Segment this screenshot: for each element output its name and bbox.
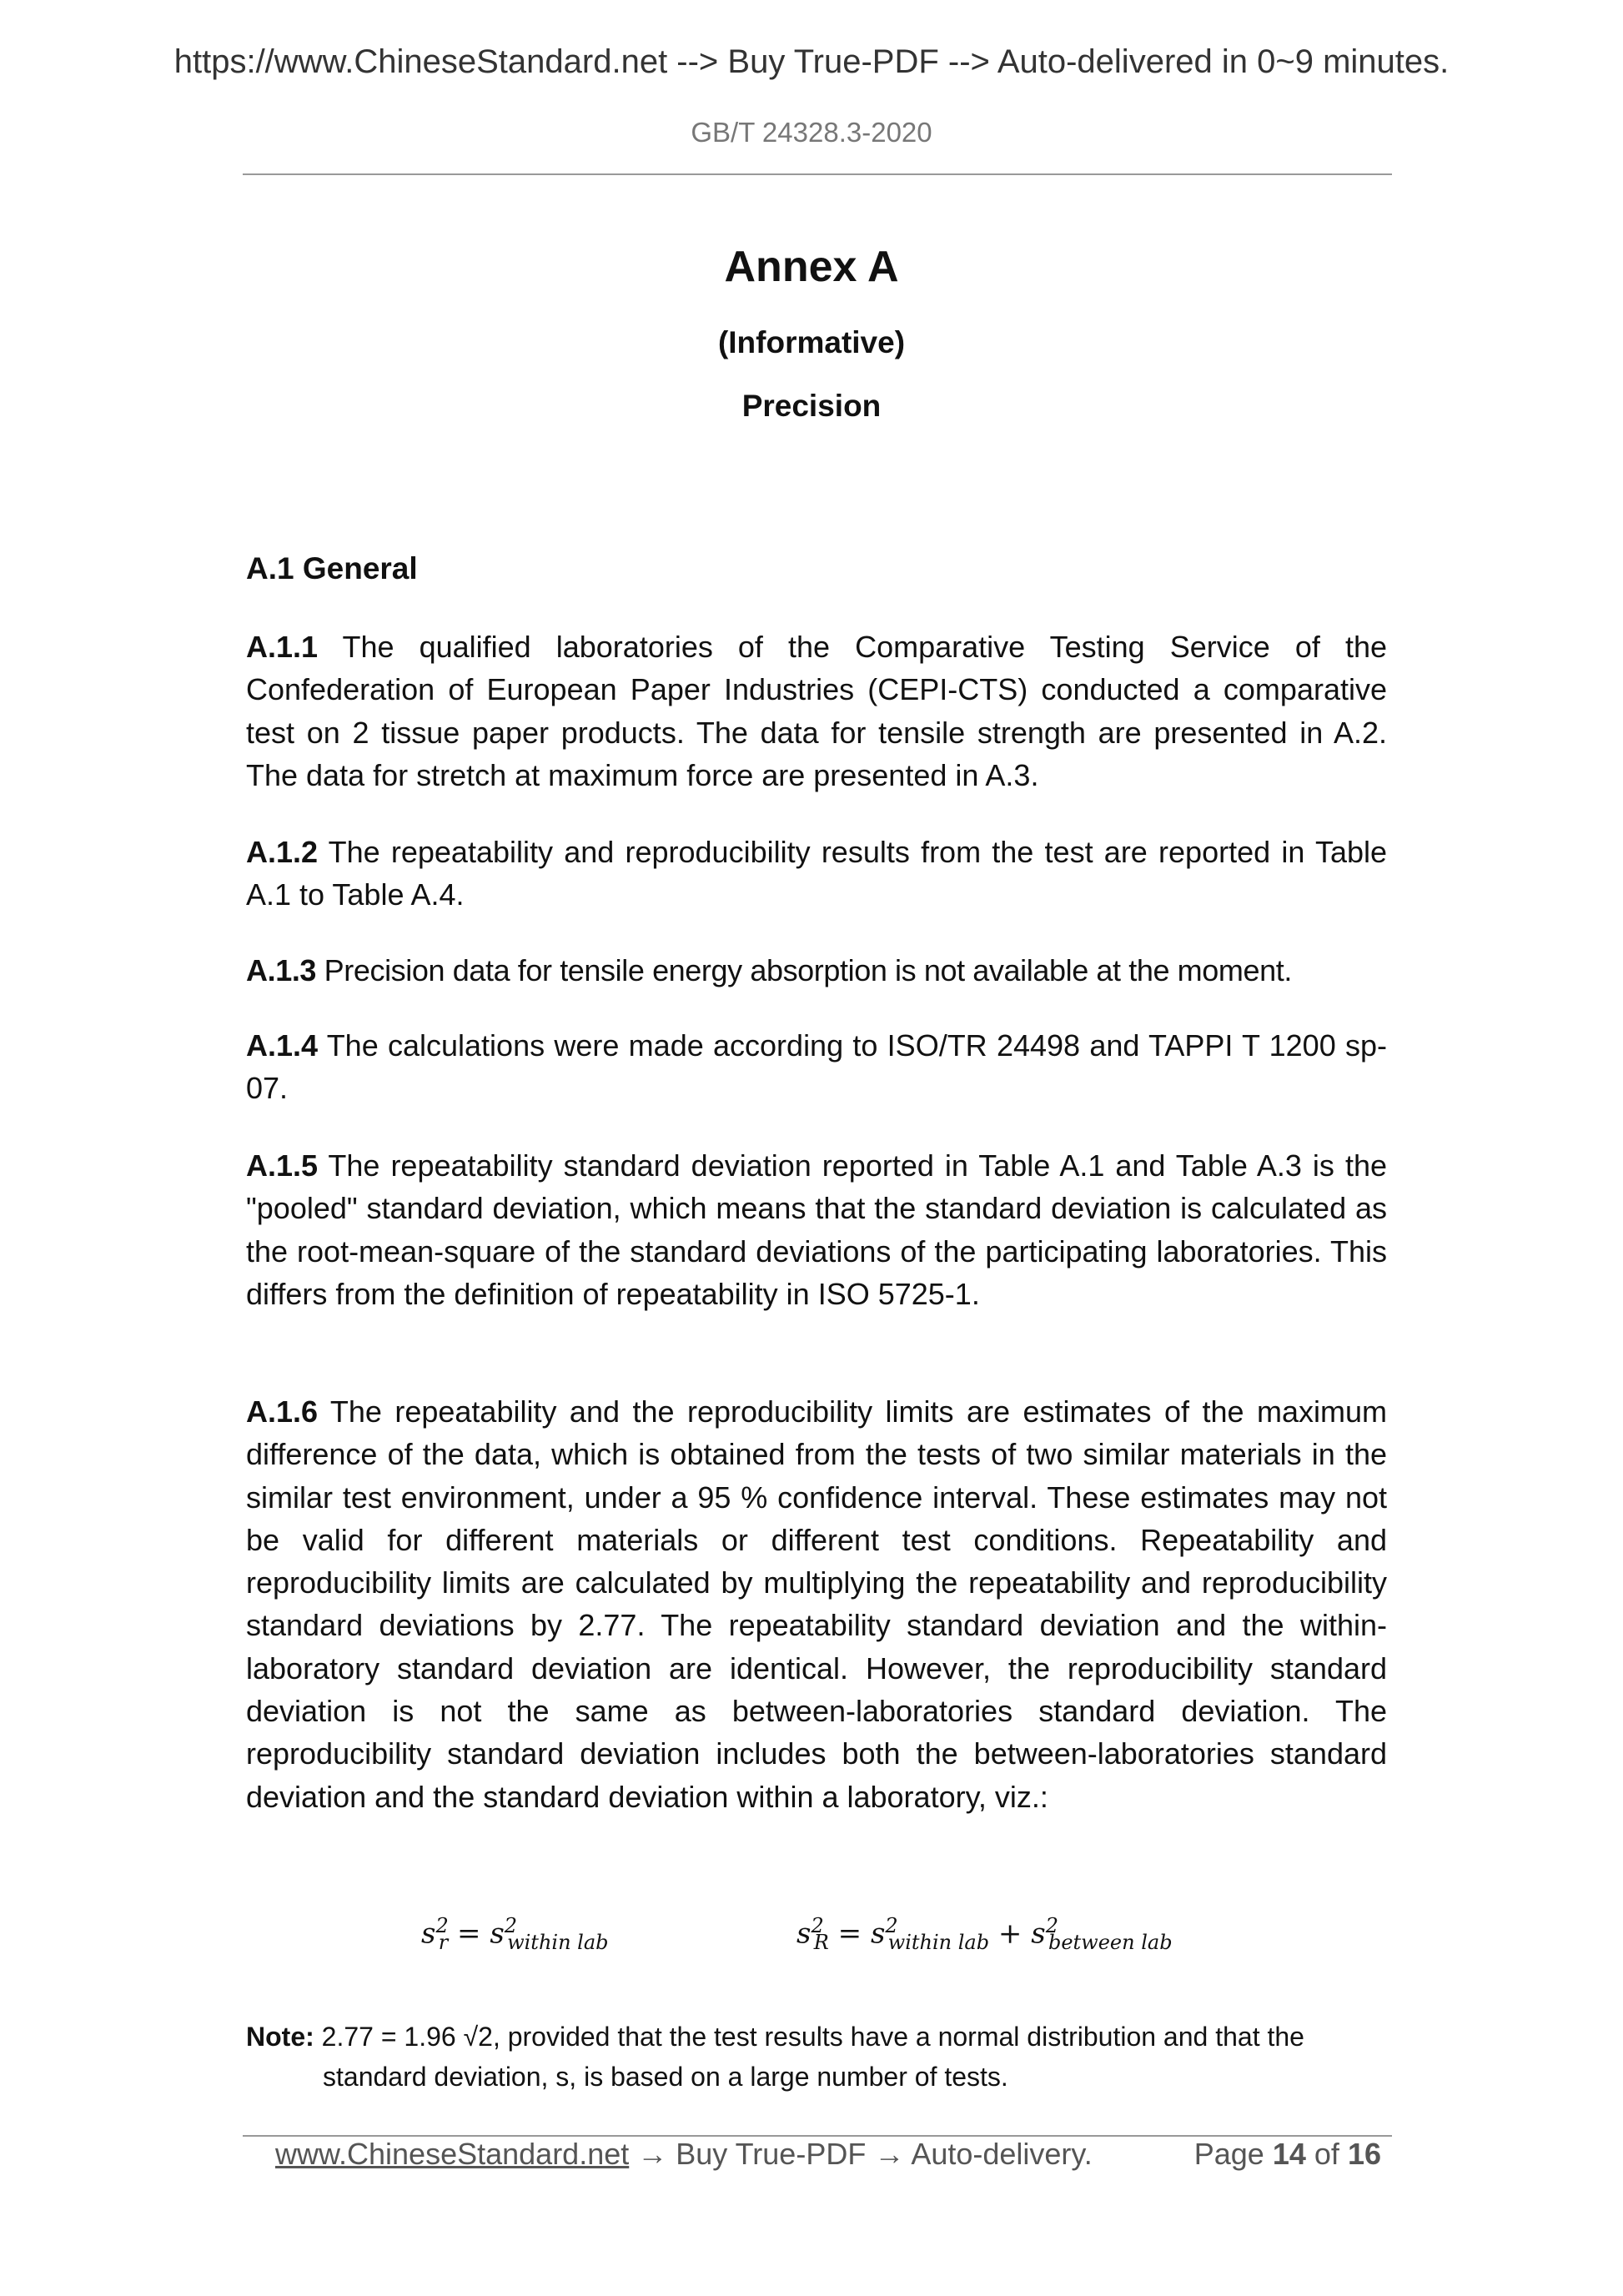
clause-text: Precision data for tensile energy absorption is not available at the moment. (324, 953, 1292, 987)
clause-number: A.1.3 (246, 953, 317, 987)
annex-type: (Informative) (717, 325, 906, 359)
note (246, 2017, 1387, 2097)
header-divider (243, 173, 1392, 175)
clause-text: The qualified laboratories of the Comparative Testing Service of the Confederation of European Paper Industries (CEPI-CTS) conducted a comparative test on 2 tissue paper products. The data for tensile strength are presented in A.2. The data for stretch at maximum force are presented in A.3. (246, 630, 1387, 792)
footer-link[interactable]: www.ChineseStandard.net (275, 2137, 630, 2171)
clause-text: The repeatability and the reproducibility limits are estimates of the maximum difference of the data, which is obtained from the tests of two similar materials in the similar test environment, under a 95 % confidence interval. These estimates may not be valid for different materials or different test conditions. Repeatability and reproducibility limits are calculated by multiplying the repeatability and reproducibility standard deviations by 2.77. The repeatability standard deviation and the within-laboratory standard deviation are identical. However, the reproducibility standard deviation is not the same as between-laboratories standard deviation. The reproducibility standard deviation includes both the between-laboratories standard deviation and the standard deviation within a laboratory, viz.: (246, 1394, 1387, 1814)
paragraph-a-1-3 (246, 949, 1397, 992)
page-number: Page 14 of 16 (1193, 2137, 1381, 2171)
paragraph-a-1-2 (246, 831, 1387, 917)
footer-text: → Buy True-PDF → Auto-delivery. (629, 2137, 1093, 2171)
note-line-2: standard deviation, s, is based on a large number of tests. (323, 2062, 1008, 2092)
standard-code: GB/T 24328.3-2020 (691, 117, 932, 148)
clause-number: A.1.1 (246, 630, 319, 664)
clause-text: The calculations were made according to ISO/TR 24498 and TAPPI T 1200 sp-07. (246, 1028, 1388, 1106)
paragraph-a-1-1 (246, 625, 1387, 796)
clause-number: A.1.6 (246, 1394, 319, 1429)
annex-subject: Precision (741, 389, 882, 423)
clause-text: The repeatability and reproducibility results from the test are reported in Table A.1 to Table A.4. (246, 835, 1388, 912)
annex-title: Annex A (724, 243, 899, 291)
paragraph-a-1-6 (246, 1390, 1387, 1818)
formula-reproducibility: $s^2_R = s^2_{within lab} + s^2_{between lab}$ (796, 1914, 1173, 1955)
clause-number: A.1.5 (246, 1148, 319, 1183)
section-heading: A.1 General (246, 551, 418, 585)
footer (275, 2137, 1093, 2172)
clause-number: A.1.4 (246, 1028, 319, 1063)
paragraph-a-1-5 (246, 1144, 1387, 1315)
formula-repeatability: $s^2_r = s^2_{within lab}$ (421, 1914, 609, 1955)
clause-number: A.1.2 (246, 835, 319, 869)
top-banner: https://www.ChineseStandard.net --> Buy True-PDF --> Auto-delivered in 0~9 minutes. (173, 43, 1450, 80)
note-label: Note: (246, 2022, 314, 2052)
paragraph-a-1-4 (246, 1024, 1387, 1110)
note-line-1: 2.77 = 1.96 √2, provided that the test results have a normal distribution and that the (321, 2022, 1304, 2052)
clause-text: The repeatability standard deviation reported in Table A.1 and Table A.3 is the "pooled" standard deviation, which means that the standard deviation is calculated as the root-mean-square of the standard deviations of the participating laboratories. This differs from the definition of repeatability in ISO 5725-1. (246, 1148, 1387, 1311)
